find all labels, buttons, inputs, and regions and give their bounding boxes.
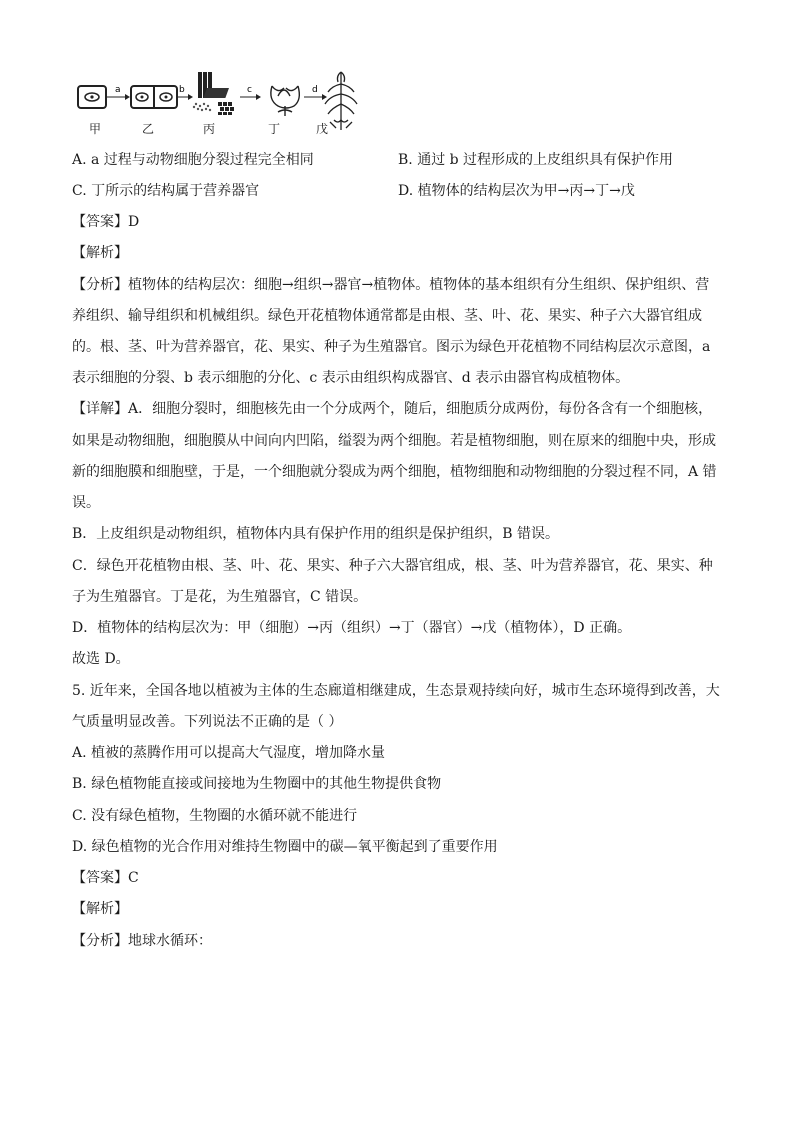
cell-pair-icon <box>131 86 177 108</box>
q4-conclusion: 故选 D。 <box>72 651 130 667</box>
arrow-label-b: b <box>179 85 185 95</box>
figure-label-ding: 丁 <box>268 122 281 136</box>
q4-option-c: C. 丁所示的结构属于营养器官 <box>72 183 260 199</box>
q4-answer: 【答案】D <box>72 214 140 230</box>
q4-paragraph-line: B．上皮组织是动物组织，植物体内具有保护作用的组织是保护组织，B 错误。 <box>72 526 560 542</box>
q5-option-d: D. 绿色植物的光合作用对维持生物圈中的碳—氧平衡起到了重要作用 <box>72 839 498 855</box>
q4-paragraph-line: 的。根、茎、叶为营养器官，花、果实、种子为生殖器官。图示为绿色开花植物不同结构层次示意图，a <box>72 339 711 355</box>
q5-option-a: A. 植被的蒸腾作用可以提高大气湿度，增加降水量 <box>72 745 386 761</box>
q4-paragraph-line: 新的细胞膜和细胞壁，于是，一个细胞就分裂成为两个细胞，植物细胞和动物细胞的分裂过程不同，A 错 <box>72 464 717 480</box>
q5-stem-line: 5. 近年来，全国各地以植被为主体的生态廊道相继建成，生态景观持续向好，城市生态环境得到改善，大 <box>72 683 720 699</box>
q4-option-a: A. a 过程与动物细胞分裂过程完全相同 <box>72 152 314 168</box>
q4-option-d: D. 植物体的结构层次为甲→丙→丁→戊 <box>398 183 635 199</box>
q4-paragraph-line: 如果是动物细胞，细胞膜从中间向内凹陷，缢裂为两个细胞。若是植物细胞，则在原来的细胞中央，形成 <box>72 433 716 449</box>
q4-paragraph-line: 误。 <box>72 495 100 511</box>
arrow-label-d: d <box>312 85 318 95</box>
q4-paragraph-line: D．植物体的结构层次为：甲（细胞）→丙（组织）→丁（器官）→戊（植物体），D 正确。 <box>72 620 632 636</box>
q5-option-c: C. 没有绿色植物，生物圈的水循环就不能进行 <box>72 808 358 824</box>
cell-single-icon <box>78 86 106 108</box>
q4-option-b: B. 通过 b 过程形成的上皮组织具有保护作用 <box>398 152 674 168</box>
q4-analysis-tag: 【解析】 <box>72 245 128 261</box>
q4-paragraph-line: C．绿色开花植物由根、茎、叶、花、果实、种子六大器官组成，根、茎、叶为营养器官，花、果实、种 <box>72 558 713 574</box>
q4-paragraph-line: 表示细胞的分裂、b 表示细胞的分化、c 表示由组织构成器官、d 表示由器官构成植物体。 <box>72 370 630 386</box>
q4-paragraph-line: 【详解】A．细胞分裂时，细胞核先由一个分成两个，随后，细胞质分成两份，每份各含有一个细胞核， <box>72 401 713 417</box>
plant-icon <box>325 72 357 130</box>
q4-paragraph-line: 子为生殖器官。丁是花，为生殖器官，C 错误。 <box>72 589 368 605</box>
tissue-icon <box>193 72 234 115</box>
figure-label-yi: 乙 <box>142 122 155 136</box>
q5-stem-line: 气质量明显改善。下列说法不正确的是（ ） <box>72 714 343 730</box>
q4-paragraph-line: 养组织、输导组织和机械组织。绿色开花植物体通常都是由根、茎、叶、花、果实、种子六大器官组成 <box>72 308 702 324</box>
q5-option-b: B. 绿色植物能直接或间接地为生物圈中的其他生物提供食物 <box>72 776 442 792</box>
figure-label-bing: 丙 <box>203 122 216 136</box>
q5-analysis-tag: 【解析】 <box>72 901 128 917</box>
arrow-label-a: a <box>115 85 121 95</box>
q5-analysis-line: 【分析】地球水循环： <box>72 933 212 949</box>
q4-paragraph-line: 【分析】植物体的结构层次：细胞→组织→器官→植物体。植物体的基本组织有分生组织、保护组织、营 <box>72 277 710 293</box>
figure-label-wu: 戊 <box>316 122 329 136</box>
figure-label-jia: 甲 <box>89 122 102 136</box>
arrow-label-c: c <box>247 85 252 95</box>
q5-answer: 【答案】C <box>72 870 139 886</box>
flower-icon <box>271 86 299 116</box>
